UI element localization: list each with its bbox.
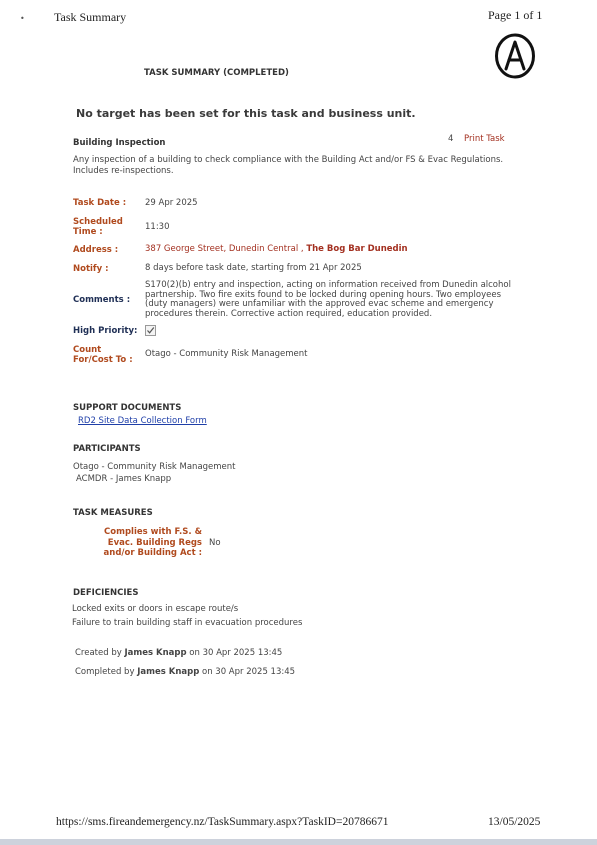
comments-label: Comments : [73,295,131,305]
footer-url: https://sms.fireandemergency.nz/TaskSummary.aspx?TaskID=20786671 [56,816,389,828]
document-heading: TASK SUMMARY (COMPLETED) [144,68,289,78]
notify-label: Notify : [73,264,109,274]
completed-by-line [75,667,295,677]
deficiency-item: Locked exits or doors in escape route/s [72,604,239,614]
address-street: 387 George Street, Dunedin Central , [145,244,304,254]
bullet-mark: • [20,14,25,23]
task-measures-title: TASK MEASURES [73,508,153,518]
handwritten-a-stamp [494,33,536,79]
deficiency-item: Failure to train building staff in evacuation procedures [72,618,303,628]
created-by-name: James Knapp [124,648,187,658]
scheduled-time-value: 11:30 [145,222,170,232]
high-priority-checkbox[interactable] [145,325,156,336]
scan-edge [0,839,597,845]
task-description: Any inspection of a building to check compliance with the Building Act and/or FS & Evac Regulations. Includes re-inspections. [73,155,504,176]
checkmark-icon [146,326,155,335]
support-document-link[interactable]: RD2 Site Data Collection Form [78,416,207,426]
comments-value: S170(2)(b) entry and inspection, acting on information received from Dunedin alcohol partnership. Two fire exits found to be locked during opening hours. Two employees (duty managers) were unfamiliar with the approved evac scheme and emergency procedures therein. Corrective action required, education provided. [145,280,511,319]
completed-on: on 30 Apr 2025 13:45 [202,667,296,677]
task-date-value: 29 Apr 2025 [145,198,198,208]
created-prefix: Created by [75,648,122,658]
count-cost-value: Otago - Community Risk Management [145,349,308,359]
task-measure-label: Complies with F.S. & Evac. Building Regs and/or Building Act : [103,527,202,558]
notify-value: 8 days before task date, starting from 21 Apr 2025 [145,263,362,273]
scheduled-time-label: Scheduled Time : [73,217,123,237]
completed-by-name: James Knapp [137,667,200,677]
participant-item: ACMDR - James Knapp [76,474,172,484]
task-number: 4 [448,134,454,144]
participants-title: PARTICIPANTS [73,444,141,454]
count-cost-label: Count For/Cost To : [73,345,133,365]
print-task-link[interactable]: Print Task [464,134,505,144]
page-number: Page 1 of 1 [488,8,543,22]
print-header-title: Task Summary [54,10,127,24]
support-documents-title: SUPPORT DOCUMENTS [73,403,182,413]
address-premises: The Bog Bar Dunedin [306,244,408,254]
deficiencies-title: DEFICIENCIES [73,588,139,598]
participant-item: Otago - Community Risk Management [73,462,236,472]
created-by-line [75,648,282,658]
completed-prefix: Completed by [75,667,135,677]
task-date-label: Task Date : [73,198,127,208]
address-label: Address : [73,245,119,255]
task-measure-value: No [209,538,221,548]
no-target-notice: No target has been set for this task and business unit. [76,107,416,120]
created-on: on 30 Apr 2025 13:45 [189,648,283,658]
address-value [145,244,408,254]
task-type-title: Building Inspection [73,138,166,148]
footer-date: 13/05/2025 [488,816,541,828]
high-priority-label: High Priority: [73,326,138,336]
